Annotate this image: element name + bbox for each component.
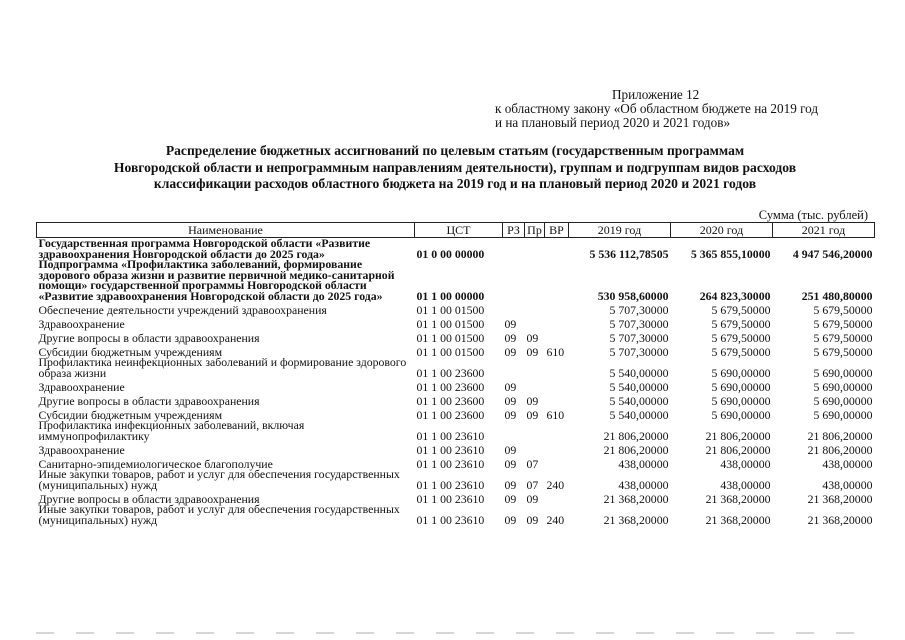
cell-rz	[503, 238, 525, 260]
cell-y2020: 21 806,20000	[705, 442, 771, 457]
cell-pr: 09	[526, 491, 539, 506]
appendix-law-reference: к областному закону «Об областном бюджете на 2019 год	[495, 101, 819, 116]
cell-cst: 01 0 00 00000	[416, 246, 485, 261]
cell-name: Здравоохранение	[38, 442, 125, 457]
cell-y2021: 21 806,20000	[807, 428, 873, 443]
cell-y2020: 438,00000	[720, 456, 771, 471]
table-row	[37, 238, 875, 260]
cell-cst: 01 1 00 23600	[416, 365, 485, 380]
cell-rz	[503, 420, 525, 441]
cell-vr	[545, 490, 569, 504]
title-line-3: классификации расходов областного бюджета на 2019 год и на плановый период 2020 и 2021 годов	[153, 176, 757, 191]
cell-pr: 09	[526, 344, 539, 359]
cell-pr: 09	[526, 512, 539, 527]
cell-name: Профилактика инфекционных заболеваний, включая иммунопрофилактику	[38, 418, 305, 443]
header-name: Наименование	[37, 223, 415, 238]
cell-pr: 07	[526, 456, 539, 471]
cell-y2021: 21 368,20000	[807, 491, 873, 506]
cell-pr	[525, 441, 545, 455]
cell-name: Субсидии бюджетным учреждениям	[38, 344, 223, 359]
cell-name: Иные закупки товаров, работ и услуг для обеспечения государственных (муниципальных) нужд	[38, 502, 400, 527]
budget-table	[36, 222, 875, 525]
cell-cst: 01 1 00 23600	[416, 393, 485, 408]
cell-y2019: 21 368,20000	[603, 512, 669, 527]
cell-cst: 01 1 00 01500	[416, 302, 485, 317]
cell-name: Подпрограмма «Профилактика заболеваний, формирование здорового образа жизни и развитие первичной медико-санитарной помощи» государственной программы Новгородской области «Развитие здравоохранения Новгородской области до 2025 года»	[38, 257, 395, 303]
cell-y2019: 5 707,30000	[609, 302, 669, 317]
cell-rz: 09	[504, 316, 517, 331]
header-rz: РЗ	[503, 223, 525, 238]
header-2019: 2019 год	[569, 223, 671, 238]
cell-cst: 01 1 00 23600	[416, 379, 485, 394]
appendix-period: и на плановый период 2020 и 2021 годов»	[495, 115, 731, 130]
cell-pr	[525, 301, 545, 315]
cell-y2019: 438,00000	[618, 477, 669, 492]
cell-rz: 09	[504, 330, 517, 345]
cell-y2020: 5 690,00000	[711, 379, 771, 394]
cell-y2019: 21 806,20000	[603, 428, 669, 443]
cell-name: Другие вопросы в области здравоохранения	[38, 393, 260, 408]
cell-rz: 09	[504, 393, 517, 408]
cell-name: Санитарно-эпидемиологическое благополучие	[38, 456, 273, 471]
cell-rz	[503, 357, 525, 378]
cell-vr: 240	[546, 477, 565, 492]
cell-rz: 09	[504, 491, 517, 506]
header-2021: 2021 год	[773, 223, 875, 238]
cell-vr	[545, 455, 569, 469]
table-row	[37, 378, 875, 392]
header-pr: Пр	[525, 223, 545, 238]
cell-y2019: 21 368,20000	[603, 491, 669, 506]
cell-pr: 09	[526, 330, 539, 345]
table-row	[37, 357, 875, 378]
cell-y2021: 21 806,20000	[807, 442, 873, 457]
title-line-1: Распределение бюджетных ассигнований по целевым статьям (государственным программам	[165, 143, 745, 158]
cell-vr	[545, 329, 569, 343]
cell-vr	[545, 441, 569, 455]
cell-cst: 01 1 00 23610	[416, 456, 485, 471]
cell-name: Субсидии бюджетным учреждениям	[38, 407, 223, 422]
cell-y2020: 21 806,20000	[705, 428, 771, 443]
cell-rz: 09	[504, 477, 517, 492]
cell-cst: 01 1 00 23610	[416, 491, 485, 506]
cell-cst: 01 1 00 01500	[416, 316, 485, 331]
cell-y2020: 5 365 855,10000	[690, 246, 771, 261]
cell-y2019: 5 540,00000	[609, 379, 669, 394]
cell-rz: 09	[504, 442, 517, 457]
cell-y2020: 5 679,50000	[711, 302, 771, 317]
cell-vr: 610	[546, 344, 565, 359]
cell-vr	[545, 357, 569, 378]
cell-y2020: 264 823,30000	[699, 288, 771, 303]
table-row	[37, 420, 875, 441]
header-2020: 2020 год	[671, 223, 773, 238]
cell-y2021: 5 679,50000	[813, 302, 873, 317]
cell-vr	[545, 378, 569, 392]
cell-vr	[545, 392, 569, 406]
cell-rz	[503, 301, 525, 315]
cell-name: Профилактика неинфекционных заболеваний и формирование здорового образа жизни	[38, 355, 407, 380]
cell-rz: 09	[504, 407, 517, 422]
cell-name: Иные закупки товаров, работ и услуг для обеспечения государственных (муниципальных) нужд	[38, 467, 400, 492]
document-title	[40, 143, 870, 193]
cell-name: Государственная программа Новгородской области «Развитие здравоохранения Новгородской области до 2025 года»	[38, 236, 371, 261]
cell-rz: 09	[504, 512, 517, 527]
cell-y2019: 5 707,30000	[609, 344, 669, 359]
cell-cst: 01 1 00 00000	[416, 288, 485, 303]
cell-y2020: 5 690,00000	[711, 365, 771, 380]
cell-y2019: 5 707,30000	[609, 330, 669, 345]
cell-vr	[545, 315, 569, 329]
appendix-header	[495, 88, 818, 130]
cell-rz: 09	[504, 456, 517, 471]
cell-y2021: 5 690,00000	[813, 393, 873, 408]
cell-y2020: 5 679,50000	[711, 330, 771, 345]
appendix-number: Приложение 12	[612, 87, 700, 102]
cell-cst: 01 1 00 23610	[416, 477, 485, 492]
table-row	[37, 329, 875, 343]
cell-y2019: 530 958,60000	[597, 288, 669, 303]
cell-name: Здравоохранение	[38, 316, 125, 331]
cell-y2019: 5 540,00000	[609, 407, 669, 422]
cell-y2019: 21 806,20000	[603, 442, 669, 457]
cell-pr: 09	[526, 407, 539, 422]
cell-y2020: 438,00000	[720, 477, 771, 492]
cell-y2021: 21 368,20000	[807, 512, 873, 527]
cell-cst: 01 1 00 23610	[416, 512, 485, 527]
cell-vr	[545, 238, 569, 260]
cell-y2019: 5 540,00000	[609, 365, 669, 380]
cell-y2021: 438,00000	[822, 477, 873, 492]
cell-pr	[525, 378, 545, 392]
cell-pr	[525, 357, 545, 378]
cell-cst: 01 1 00 01500	[416, 330, 485, 345]
cell-name: Здравоохранение	[38, 379, 125, 394]
cell-vr	[545, 420, 569, 441]
cell-vr	[545, 259, 569, 301]
cell-name: Другие вопросы в области здравоохранения	[38, 491, 260, 506]
cell-y2020: 5 690,00000	[711, 407, 771, 422]
cell-rz: 09	[504, 344, 517, 359]
cell-vr: 240	[546, 512, 565, 527]
table-row	[37, 441, 875, 455]
cell-y2021: 5 690,00000	[813, 379, 873, 394]
cell-name: Обеспечение деятельности учреждений здравоохранения	[38, 302, 327, 317]
cell-cst: 01 1 00 23600	[416, 407, 485, 422]
units-caption: Сумма (тыс. рублей)	[758, 208, 868, 222]
cell-y2020: 5 679,50000	[711, 316, 771, 331]
cell-y2021: 4 947 546,20000	[792, 246, 873, 261]
scan-artifact-line	[36, 632, 874, 634]
table-row	[37, 259, 875, 301]
cell-y2020: 21 368,20000	[705, 491, 771, 506]
table-row	[37, 392, 875, 406]
cell-vr: 610	[546, 407, 565, 422]
cell-rz	[503, 259, 525, 301]
cell-y2021: 5 690,00000	[813, 365, 873, 380]
cell-y2021: 5 679,50000	[813, 330, 873, 345]
cell-y2019: 5 540,00000	[609, 393, 669, 408]
cell-y2021: 5 679,50000	[813, 344, 873, 359]
cell-y2020: 5 690,00000	[711, 393, 771, 408]
cell-pr: 09	[526, 393, 539, 408]
cell-pr	[525, 315, 545, 329]
cell-cst: 01 1 00 23610	[416, 442, 485, 457]
cell-y2019: 5 707,30000	[609, 316, 669, 331]
table-row	[37, 301, 875, 315]
table-row	[37, 469, 875, 490]
cell-y2019: 438,00000	[618, 456, 669, 471]
cell-y2020: 5 679,50000	[711, 344, 771, 359]
table-row	[37, 315, 875, 329]
cell-y2021: 251 480,80000	[801, 288, 873, 303]
header-vr: ВР	[545, 223, 569, 238]
table-row	[37, 504, 875, 525]
cell-y2021: 5 679,50000	[813, 316, 873, 331]
cell-cst: 01 1 00 23610	[416, 428, 485, 443]
header-cst: ЦСТ	[415, 223, 503, 238]
title-line-2: Новгородской области и непрограммным направлениям деятельности), группам и подгруппам видов расходов	[113, 159, 797, 175]
cell-y2021: 438,00000	[822, 456, 873, 471]
cell-name: Другие вопросы в области здравоохранения	[38, 330, 260, 345]
cell-pr	[525, 238, 545, 260]
cell-rz: 09	[504, 379, 517, 394]
cell-cst: 01 1 00 01500	[416, 344, 485, 359]
cell-pr	[525, 420, 545, 441]
cell-y2021: 5 690,00000	[813, 407, 873, 422]
cell-pr: 07	[526, 477, 539, 492]
cell-vr	[545, 301, 569, 315]
cell-pr	[525, 259, 545, 301]
cell-y2019: 5 536 112,78505	[589, 246, 669, 261]
cell-y2020: 21 368,20000	[705, 512, 771, 527]
